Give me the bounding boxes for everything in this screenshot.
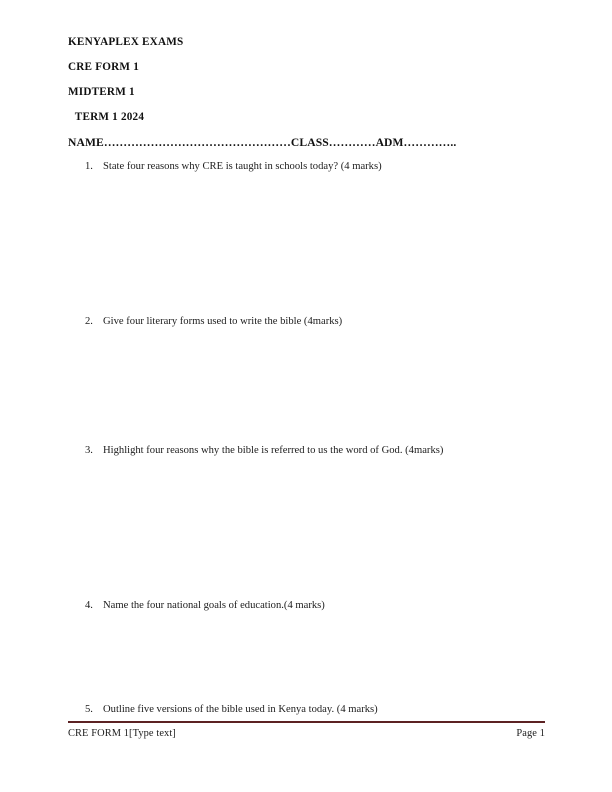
- question-item: [85, 160, 535, 174]
- question-item: [85, 703, 535, 717]
- footer-left-label: CRE FORM 1[Type text]: [68, 728, 176, 739]
- term-title: TERM 1 2024: [72, 111, 145, 123]
- question-text: Outline five versions of the bible used in Kenya today. (4 marks): [103, 704, 378, 715]
- question-item: [85, 444, 535, 458]
- footer-divider: [68, 721, 545, 723]
- question-item: [85, 599, 535, 613]
- question-number: 2.: [85, 316, 93, 327]
- question-number: 4.: [85, 600, 93, 611]
- question-text: Give four literary forms used to write the bible (4marks): [103, 316, 343, 327]
- question-number: 1.: [85, 161, 93, 172]
- answer-space: [85, 329, 535, 444]
- question-text: Name the four national goals of education.(4 marks): [103, 600, 325, 611]
- document-footer: [68, 721, 545, 739]
- question-text: State four reasons why CRE is taught in schools today? (4 marks): [103, 161, 382, 172]
- question-text: Highlight four reasons why the bible is referred to us the word of God. (4marks): [103, 445, 444, 456]
- organization-title: KENYAPLEX EXAMS: [68, 36, 184, 48]
- question-list: [85, 160, 535, 717]
- answer-space: [85, 613, 535, 703]
- subject-title: CRE FORM 1: [68, 61, 139, 73]
- question-number: 5.: [85, 704, 93, 715]
- exam-type-title: MIDTERM 1: [68, 86, 135, 98]
- answer-space: [85, 174, 535, 315]
- student-identification-line: NAME…………………………………………CLASS…………ADM…………..: [68, 136, 457, 149]
- answer-space: [85, 458, 535, 599]
- question-number: 3.: [85, 445, 93, 456]
- document-header: [68, 30, 538, 155]
- page-number-label: Page 1: [516, 728, 545, 739]
- question-item: [85, 315, 535, 329]
- footer-content: [68, 728, 545, 739]
